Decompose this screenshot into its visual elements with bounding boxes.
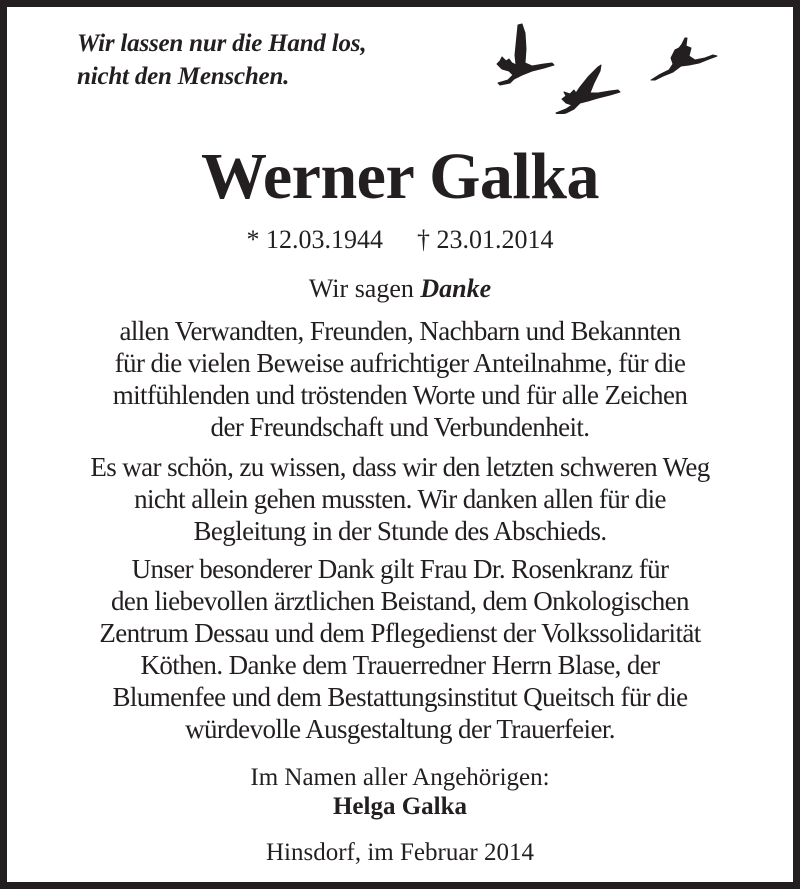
text-line: würdevolle Ausgestaltung der Trauerfeier. bbox=[185, 714, 615, 744]
text-line: Begleitung in der Stunde des Abschieds. bbox=[193, 516, 607, 546]
text-line: Es war schön, zu wissen, dass wir den letzten schweren Weg bbox=[90, 452, 710, 482]
text-line: Zentrum Dessau und dem Pflegedienst der Volkssolidarität bbox=[99, 618, 701, 648]
place-date: Hinsdorf, im Februar 2014 bbox=[265, 839, 535, 866]
crane-icon bbox=[651, 38, 717, 80]
text-line: mitfühlenden und tröstenden Worte und für alle Zeichen bbox=[112, 380, 688, 410]
birth-date: * 12.03.1944 bbox=[246, 225, 383, 254]
paragraph-last-path bbox=[7, 451, 793, 547]
flying-cranes-icon bbox=[492, 19, 732, 114]
paragraph-special-thanks bbox=[7, 553, 793, 745]
text-line: der Freundschaft und Verbundenheit. bbox=[210, 412, 590, 442]
text-line: allen Verwandten, Freunden, Nachbarn und Bekannten bbox=[119, 316, 681, 346]
motto bbox=[77, 27, 366, 93]
text-line: Unser besonderer Dank gilt Frau Dr. Rosenkranz für bbox=[131, 554, 669, 584]
paragraph-thanks-all bbox=[7, 315, 793, 443]
text-line: nicht allein gehen mussten. Wir danken allen für die bbox=[134, 484, 666, 514]
motto-line: Wir lassen nur die Hand los, bbox=[77, 30, 367, 57]
crane-icon bbox=[497, 24, 554, 85]
text-line: Köthen. Danke dem Trauerredner Herrn Blase, der bbox=[140, 650, 660, 680]
thanks-prefix: Wir sagen bbox=[308, 274, 414, 303]
thanks-heading bbox=[7, 273, 793, 305]
deceased-name: Werner Galka bbox=[201, 140, 599, 213]
text-line: Blumenfee und dem Bestattungsinstitut Queitsch für die bbox=[112, 682, 688, 712]
motto-line: nicht den Menschen. bbox=[77, 63, 290, 90]
thanks-emphasis: Danke bbox=[420, 274, 492, 303]
signer-name: Helga Galka bbox=[332, 793, 468, 820]
text-line: den liebevollen ärztlichen Beistand, dem Onkologischen bbox=[111, 586, 689, 616]
text-line: für die vielen Beweise aufrichtiger Anteilnahme, für die bbox=[114, 348, 686, 378]
crane-icon bbox=[556, 65, 620, 114]
signature-intro: Im Namen aller Angehörigen: bbox=[250, 764, 550, 791]
life-dates bbox=[7, 224, 793, 256]
death-date: † 23.01.2014 bbox=[417, 225, 554, 254]
